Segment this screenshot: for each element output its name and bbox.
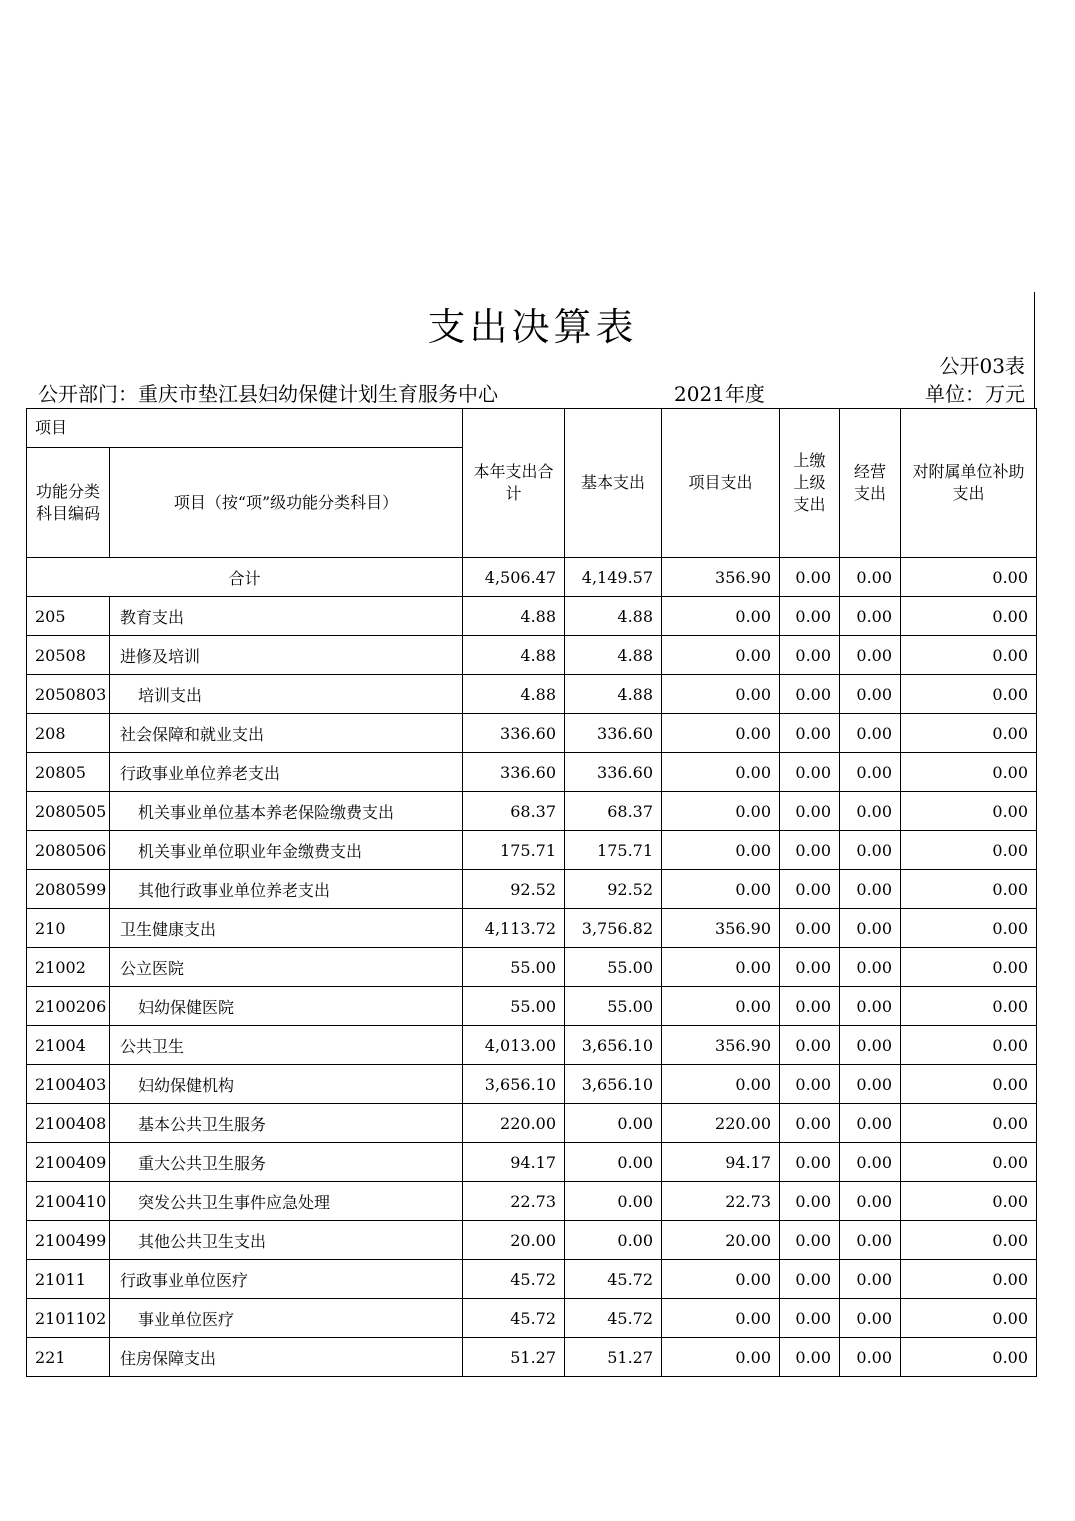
row-name: 进修及培训 (110, 636, 463, 675)
row-subsidy: 0.00 (901, 870, 1037, 909)
row-project: 0.00 (662, 636, 780, 675)
row-business: 0.00 (840, 948, 901, 987)
table-row (27, 753, 1037, 792)
table-row (27, 597, 1037, 636)
total-upper: 0.00 (780, 558, 840, 597)
table-row (27, 675, 1037, 714)
row-total: 4.88 (463, 636, 565, 675)
row-total: 336.60 (463, 753, 565, 792)
row-project: 22.73 (662, 1182, 780, 1221)
row-subsidy: 0.00 (901, 714, 1037, 753)
row-business: 0.00 (840, 987, 901, 1026)
row-project: 0.00 (662, 1299, 780, 1338)
row-subsidy: 0.00 (901, 1338, 1037, 1377)
row-code: 2101102 (27, 1299, 110, 1338)
header-name: 项目（按“项”级功能分类科目） (110, 448, 463, 558)
row-upper: 0.00 (780, 1104, 840, 1143)
row-code: 208 (27, 714, 110, 753)
row-business: 0.00 (840, 675, 901, 714)
unit-label: 单位：万元 (925, 382, 1025, 406)
row-basic: 3,656.10 (565, 1065, 662, 1104)
row-code: 2100206 (27, 987, 110, 1026)
row-project: 0.00 (662, 1260, 780, 1299)
row-code: 210 (27, 909, 110, 948)
row-project: 0.00 (662, 597, 780, 636)
row-basic: 45.72 (565, 1299, 662, 1338)
row-code: 2100499 (27, 1221, 110, 1260)
row-name: 行政事业单位医疗 (110, 1260, 463, 1299)
row-subsidy: 0.00 (901, 909, 1037, 948)
table-row (27, 870, 1037, 909)
total-row (27, 558, 1037, 597)
row-code: 221 (27, 1338, 110, 1377)
table-row (27, 1143, 1037, 1182)
table-row (27, 987, 1037, 1026)
row-basic: 45.72 (565, 1260, 662, 1299)
row-project: 0.00 (662, 870, 780, 909)
row-total: 22.73 (463, 1182, 565, 1221)
form-number: 公开03表 (939, 354, 1025, 378)
row-total: 45.72 (463, 1260, 565, 1299)
row-code: 21011 (27, 1260, 110, 1299)
total-subsidy: 0.00 (901, 558, 1037, 597)
header-upper: 上缴上级支出 (780, 409, 840, 558)
row-business: 0.00 (840, 1104, 901, 1143)
row-upper: 0.00 (780, 1299, 840, 1338)
total-basic: 4,149.57 (565, 558, 662, 597)
row-subsidy: 0.00 (901, 1026, 1037, 1065)
page-title: 支出决算表 (427, 305, 638, 349)
row-business: 0.00 (840, 1026, 901, 1065)
row-basic: 336.60 (565, 753, 662, 792)
row-subsidy: 0.00 (901, 792, 1037, 831)
row-subsidy: 0.00 (901, 831, 1037, 870)
row-upper: 0.00 (780, 753, 840, 792)
row-code: 20508 (27, 636, 110, 675)
row-name: 培训支出 (110, 675, 463, 714)
row-total: 51.27 (463, 1338, 565, 1377)
row-project: 0.00 (662, 948, 780, 987)
row-total: 4,113.72 (463, 909, 565, 948)
row-business: 0.00 (840, 714, 901, 753)
total-project: 356.90 (662, 558, 780, 597)
row-business: 0.00 (840, 870, 901, 909)
row-name: 突发公共卫生事件应急处理 (110, 1182, 463, 1221)
row-code: 2080599 (27, 870, 110, 909)
header-code: 功能分类科目编码 (27, 448, 110, 558)
fiscal-year: 2021年度 (674, 382, 765, 406)
row-upper: 0.00 (780, 1026, 840, 1065)
table-row (27, 1104, 1037, 1143)
row-upper: 0.00 (780, 870, 840, 909)
row-total: 94.17 (463, 1143, 565, 1182)
row-name: 行政事业单位养老支出 (110, 753, 463, 792)
row-upper: 0.00 (780, 909, 840, 948)
row-project: 356.90 (662, 909, 780, 948)
row-upper: 0.00 (780, 714, 840, 753)
header-total: 本年支出合计 (463, 409, 565, 558)
table-row (27, 714, 1037, 753)
row-subsidy: 0.00 (901, 1299, 1037, 1338)
row-basic: 3,656.10 (565, 1026, 662, 1065)
department-label: 公开部门：重庆市垫江县妇幼保健计划生育服务中心 (38, 382, 498, 406)
table-row (27, 948, 1037, 987)
row-business: 0.00 (840, 1182, 901, 1221)
row-project: 0.00 (662, 1065, 780, 1104)
row-upper: 0.00 (780, 1143, 840, 1182)
row-project: 0.00 (662, 987, 780, 1026)
row-name: 社会保障和就业支出 (110, 714, 463, 753)
row-business: 0.00 (840, 1065, 901, 1104)
row-total: 55.00 (463, 987, 565, 1026)
row-code: 2100403 (27, 1065, 110, 1104)
row-subsidy: 0.00 (901, 1143, 1037, 1182)
row-basic: 92.52 (565, 870, 662, 909)
row-subsidy: 0.00 (901, 1182, 1037, 1221)
expenditure-table (26, 408, 1037, 1377)
total-total: 4,506.47 (463, 558, 565, 597)
row-business: 0.00 (840, 1143, 901, 1182)
row-project: 0.00 (662, 831, 780, 870)
row-basic: 68.37 (565, 792, 662, 831)
row-subsidy: 0.00 (901, 1104, 1037, 1143)
total-business: 0.00 (840, 558, 901, 597)
row-business: 0.00 (840, 1221, 901, 1260)
table-row (27, 792, 1037, 831)
row-name: 其他公共卫生支出 (110, 1221, 463, 1260)
row-upper: 0.00 (780, 948, 840, 987)
row-upper: 0.00 (780, 1260, 840, 1299)
row-upper: 0.00 (780, 987, 840, 1026)
row-basic: 51.27 (565, 1338, 662, 1377)
header-business: 经营支出 (840, 409, 901, 558)
row-total: 4.88 (463, 597, 565, 636)
row-name: 机关事业单位职业年金缴费支出 (110, 831, 463, 870)
row-project: 0.00 (662, 1338, 780, 1377)
row-project: 0.00 (662, 792, 780, 831)
row-name: 教育支出 (110, 597, 463, 636)
row-name: 事业单位医疗 (110, 1299, 463, 1338)
row-total: 20.00 (463, 1221, 565, 1260)
row-subsidy: 0.00 (901, 948, 1037, 987)
row-code: 2100410 (27, 1182, 110, 1221)
row-basic: 0.00 (565, 1143, 662, 1182)
table-row (27, 1065, 1037, 1104)
header-subsidy: 对附属单位补助支出 (901, 409, 1037, 558)
table-row (27, 1299, 1037, 1338)
row-business: 0.00 (840, 753, 901, 792)
row-total: 175.71 (463, 831, 565, 870)
row-project: 356.90 (662, 1026, 780, 1065)
row-upper: 0.00 (780, 1182, 840, 1221)
row-total: 4,013.00 (463, 1026, 565, 1065)
row-subsidy: 0.00 (901, 675, 1037, 714)
row-business: 0.00 (840, 909, 901, 948)
row-code: 2080506 (27, 831, 110, 870)
row-total: 55.00 (463, 948, 565, 987)
row-code: 21002 (27, 948, 110, 987)
table-row (27, 1026, 1037, 1065)
row-subsidy: 0.00 (901, 636, 1037, 675)
row-project: 0.00 (662, 675, 780, 714)
row-total: 220.00 (463, 1104, 565, 1143)
row-basic: 4.88 (565, 636, 662, 675)
row-upper: 0.00 (780, 1338, 840, 1377)
row-code: 20805 (27, 753, 110, 792)
row-upper: 0.00 (780, 1065, 840, 1104)
row-upper: 0.00 (780, 792, 840, 831)
total-label: 合计 (27, 558, 463, 597)
table-row (27, 909, 1037, 948)
table-row (27, 1260, 1037, 1299)
row-business: 0.00 (840, 1299, 901, 1338)
row-basic: 55.00 (565, 948, 662, 987)
row-name: 机关事业单位基本养老保险缴费支出 (110, 792, 463, 831)
table-row (27, 831, 1037, 870)
row-total: 3,656.10 (463, 1065, 565, 1104)
row-business: 0.00 (840, 597, 901, 636)
row-basic: 0.00 (565, 1221, 662, 1260)
row-project: 0.00 (662, 753, 780, 792)
table-row (27, 636, 1037, 675)
row-code: 2100408 (27, 1104, 110, 1143)
row-total: 45.72 (463, 1299, 565, 1338)
row-name: 重大公共卫生服务 (110, 1143, 463, 1182)
row-total: 68.37 (463, 792, 565, 831)
row-name: 妇幼保健医院 (110, 987, 463, 1026)
row-basic: 336.60 (565, 714, 662, 753)
row-name: 妇幼保健机构 (110, 1065, 463, 1104)
row-subsidy: 0.00 (901, 753, 1037, 792)
row-code: 21004 (27, 1026, 110, 1065)
row-basic: 0.00 (565, 1104, 662, 1143)
row-basic: 4.88 (565, 675, 662, 714)
row-upper: 0.00 (780, 675, 840, 714)
header-basic: 基本支出 (565, 409, 662, 558)
row-code: 2100409 (27, 1143, 110, 1182)
row-subsidy: 0.00 (901, 987, 1037, 1026)
table-row (27, 1221, 1037, 1260)
row-upper: 0.00 (780, 1221, 840, 1260)
row-subsidy: 0.00 (901, 1221, 1037, 1260)
row-code: 2080505 (27, 792, 110, 831)
row-business: 0.00 (840, 831, 901, 870)
row-basic: 175.71 (565, 831, 662, 870)
row-basic: 55.00 (565, 987, 662, 1026)
row-subsidy: 0.00 (901, 1065, 1037, 1104)
row-project: 0.00 (662, 714, 780, 753)
row-name: 住房保障支出 (110, 1338, 463, 1377)
header-project: 项目支出 (662, 409, 780, 558)
table-row (27, 1182, 1037, 1221)
row-name: 基本公共卫生服务 (110, 1104, 463, 1143)
row-subsidy: 0.00 (901, 597, 1037, 636)
row-name: 卫生健康支出 (110, 909, 463, 948)
row-upper: 0.00 (780, 636, 840, 675)
row-name: 公立医院 (110, 948, 463, 987)
row-total: 336.60 (463, 714, 565, 753)
row-total: 4.88 (463, 675, 565, 714)
row-business: 0.00 (840, 1338, 901, 1377)
header-item: 项目 (27, 409, 463, 448)
row-business: 0.00 (840, 1260, 901, 1299)
row-code: 205 (27, 597, 110, 636)
row-project: 220.00 (662, 1104, 780, 1143)
row-basic: 3,756.82 (565, 909, 662, 948)
row-business: 0.00 (840, 636, 901, 675)
row-business: 0.00 (840, 792, 901, 831)
row-basic: 0.00 (565, 1182, 662, 1221)
row-project: 94.17 (662, 1143, 780, 1182)
row-name: 其他行政事业单位养老支出 (110, 870, 463, 909)
row-code: 2050803 (27, 675, 110, 714)
row-upper: 0.00 (780, 597, 840, 636)
row-project: 20.00 (662, 1221, 780, 1260)
row-total: 92.52 (463, 870, 565, 909)
table-row (27, 1338, 1037, 1377)
row-basic: 4.88 (565, 597, 662, 636)
row-subsidy: 0.00 (901, 1260, 1037, 1299)
row-upper: 0.00 (780, 831, 840, 870)
row-name: 公共卫生 (110, 1026, 463, 1065)
